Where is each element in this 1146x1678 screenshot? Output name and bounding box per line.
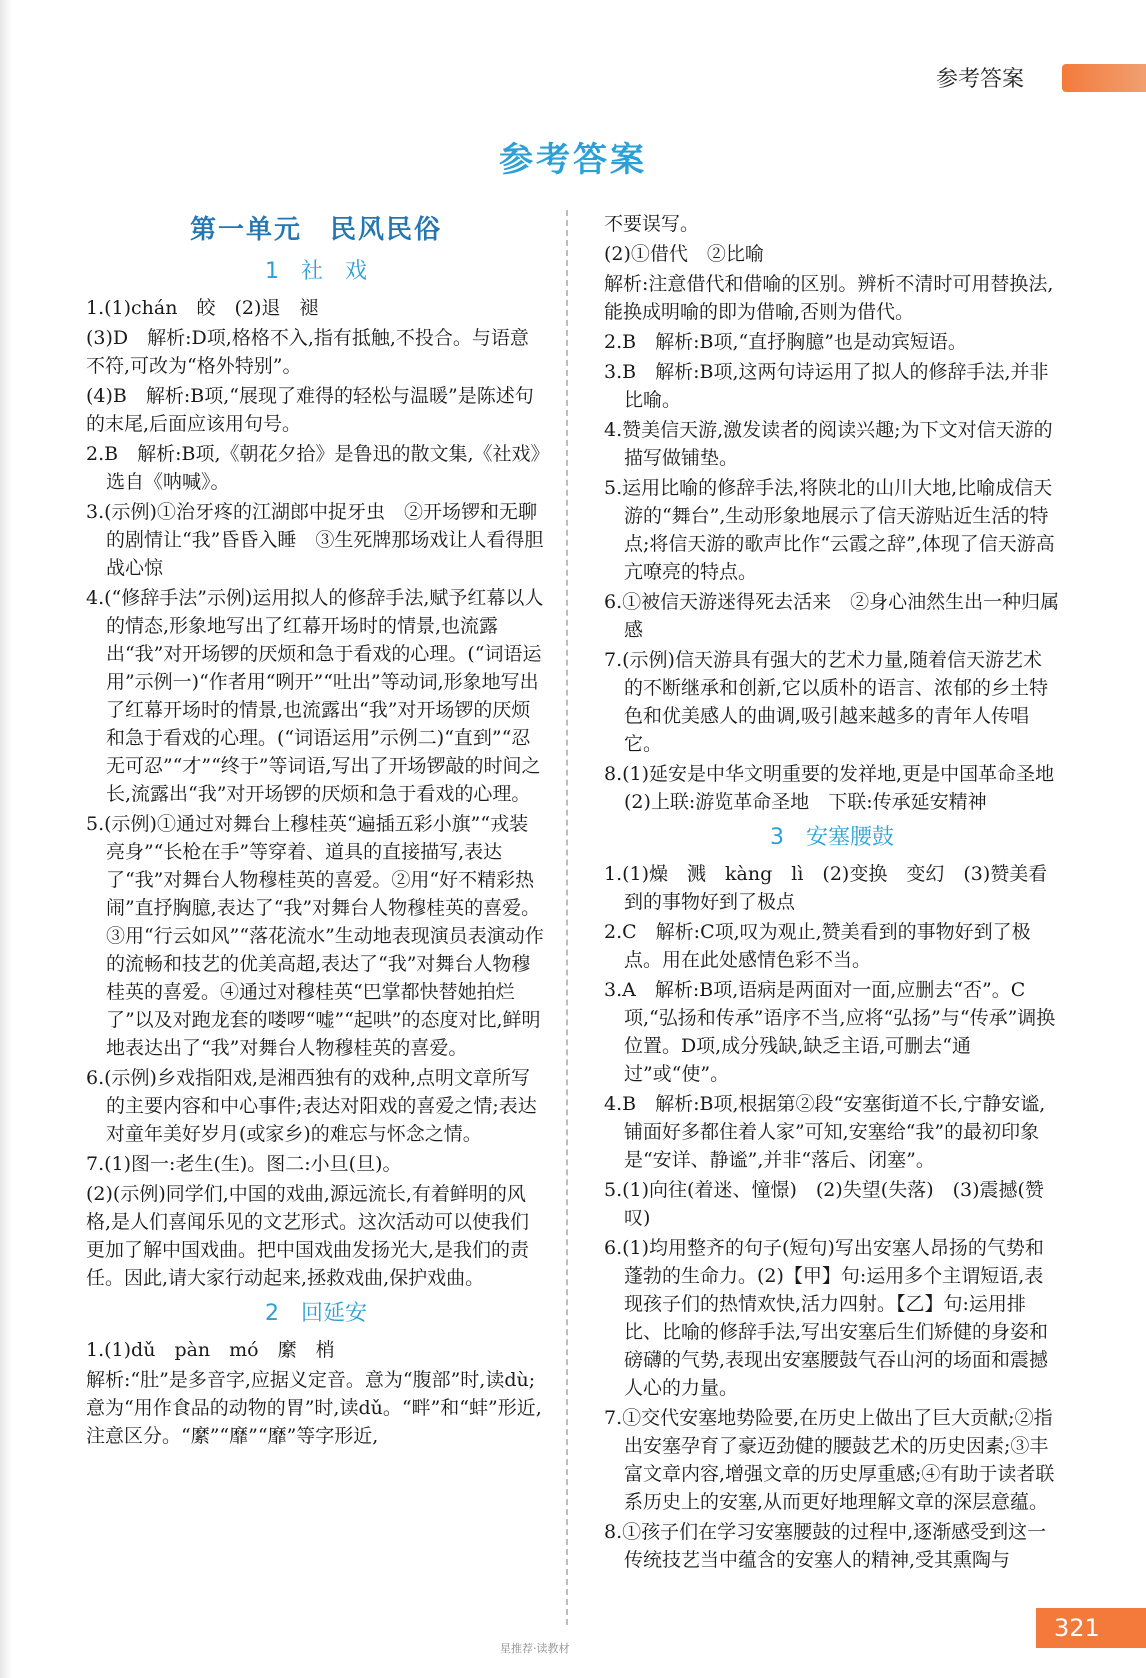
answer-item: 3.(示例)①治牙疼的江湖郎中捉牙虫 ②开场锣和无聊的剧情让“我”昏昏入睡 ③生死牌那场戏让人看得胆战心惊 (86, 501, 544, 579)
answer-item: 5.运用比喻的修辞手法,将陕北的山川大地,比喻成信天游的“舞台”,生动形象地展示了信天游贴近生活的特点;将信天游的歌声比作“云霞之辞”,体现了信天游高亢嘹亮的特点。 (604, 477, 1055, 583)
header-label: 参考答案 (936, 67, 1025, 92)
section-title: 3 安塞腰鼓 (770, 825, 894, 850)
answer-item: (2)①借代 ②比喻 (604, 243, 764, 265)
answer-item: 4.B 解析:B项,根据第②段“安塞街道不长,宁静安谧,铺面好多都住着人家”可知,安塞给“我”的最初印象是“安详、静谧”,并非“落后、闭塞”。 (604, 1093, 1046, 1171)
answer-item: 1.(1)chán 皎 (2)退 褪 (86, 297, 319, 319)
answer-item: 2.B 解析:B项,《朝花夕拾》是鲁迅的散文集,《社戏》选自《呐喊》。 (86, 443, 541, 493)
answer-item: 7.(1)图一:老生(生)。图二:小旦(旦)。 (86, 1153, 402, 1175)
answer-item: (3)D 解析:D项,格格不入,指有抵触,不投合。与语意不符,可改为“格外特别”。 (86, 327, 529, 377)
left-column (86, 210, 546, 1452)
answer-item: 4.赞美信天游,激发读者的阅读兴趣;为下文对信天游的描写做铺垫。 (604, 419, 1053, 469)
header-accent-bar (1062, 64, 1146, 92)
column-divider (566, 210, 568, 1625)
footer-brand: 星推荐·读教材 (500, 1642, 570, 1655)
answer-item: 4.(“修辞手法”示例)运用拟人的修辞手法,赋予红幕以人的情态,形象地写出了红幕开场时的情景,也流露出“我”对开场锣的厌烦和急于看戏的心理。(“词语运用”示例一)“作者用“咧开”“吐出”等动词,形象地写出了红幕开场时的情景,也流露出“我”对开场锣的厌烦和急于看戏的心理。(“词语运用”示例二)“直到”“忍无可忍”“才”“终于”等词语,写出了开场锣敲的时间之长,流露出“我”对开场锣的厌烦和急于看戏的心理。 (86, 587, 544, 805)
answer-item: 2.C 解析:C项,叹为观止,赞美看到的事物好到了极点。用在此处感情色彩不当。 (604, 921, 1031, 971)
answer-item: 5.(1)向往(着迷、憧憬) (2)失望(失落) (3)震撼(赞叹) (604, 1179, 1044, 1229)
answer-item: 3.B 解析:B项,这两句诗运用了拟人的修辞手法,并非比喻。 (604, 361, 1049, 411)
section-title: 2 回延安 (265, 1301, 367, 1326)
right-column (604, 210, 1074, 1576)
answer-item: 8.①孩子们在学习安塞腰鼓的过程中,逐渐感受到这一传统技艺当中蕴含的安塞人的精神,受其熏陶与 (604, 1521, 1047, 1571)
answer-item: 6.(示例)乡戏指阳戏,是湘西独有的戏种,点明文章所写的主要内容和中心事件;表达对阳戏的喜爱之情;表达对童年美好岁月(或家乡)的难忘与怀念之情。 (86, 1067, 537, 1145)
section-title: 1 社 戏 (265, 259, 367, 284)
answer-item: 8.(1)延安是中华文明重要的发祥地,更是中国革命圣地 (2)上联:游览革命圣地 下联:传承延安精神 (604, 763, 1074, 813)
answer-item: 7.①交代安塞地势险要,在历史上做出了巨大贡献;②指出安塞孕育了豪迈劲健的腰鼓艺术的历史因素;③丰富文章内容,增强文章的历史厚重感;④有助于读者联系历史上的安塞,从而更好地理解文章的深层意蕴。 (604, 1407, 1055, 1513)
answer-item: 1.(1)dǔ pàn mó 縻 梢 (86, 1339, 335, 1361)
answer-item: 5.(示例)①通过对舞台上穆桂英“遍插五彩小旗”“戎装亮身”“长枪在手”等穿着、道具的直接描写,表达了“我”对舞台人物穆桂英的喜爱。②用“好不精彩热闹”直抒胸臆,表达了“我”对舞台人物穆桂英的喜爱。③用“行云如风”“落花流水”生动地表现演员表演动作的流畅和技艺的优美高超,表达了“我”对舞台人物穆桂英的喜爱。④通过对穆桂英“巴掌都快替她拍烂了”以及对跑龙套的喽啰“嘘”“起哄”的态度对比,鲜明地表达出了“我”对舞台人物穆桂英的喜爱。 (86, 813, 544, 1059)
answer-item: 1.(1)燥 溅 kàng lì (2)变换 变幻 (3)赞美看到的事物好到了极点 (604, 863, 1048, 913)
answer-item: 7.(示例)信天游具有强大的艺术力量,随着信天游艺术的不断继承和创新,它以质朴的语言、浓郁的乡土特色和优美感人的曲调,吸引越来越多的青年人传唱它。 (604, 649, 1048, 755)
answer-item: (4)B 解析:B项,“展现了难得的轻松与温暖”是陈述句的末尾,后面应该用句号。 (86, 385, 534, 435)
answer-item: 6.①被信天游迷得死去活来 ②身心油然生出一种归属感 (604, 591, 1060, 641)
answer-item: 解析:“肚”是多音字,应据义定音。意为“腹部”时,读dù;意为“用作食品的动物的胃”时,读dǔ。“畔”和“蚌”形近,注意区分。“縻”“靡”“靡”等字形近, (86, 1369, 542, 1447)
answer-item: 解析:注意借代和借喻的区别。辨析不清时可用替换法,能换成明喻的即为借喻,否则为借代。 (604, 273, 1054, 323)
page-title: 参考答案 (499, 140, 647, 180)
answer-item: 不要误写。 (604, 213, 700, 235)
answer-item: (2)(示例)同学们,中国的戏曲,源远流长,有着鲜明的风格,是人们喜闻乐见的文艺形式。这次活动可以使我们更加了解中国戏曲。把中国戏曲发扬光大,是我们的责任。因此,请大家行动起来,拯救戏曲,保护戏曲。 (86, 1183, 530, 1289)
unit-title: 第一单元 民风民俗 (189, 215, 442, 245)
answer-item: 2.B 解析:B项,“直抒胸臆”也是动宾短语。 (604, 331, 967, 353)
answer-item: 3.A 解析:B项,语病是两面对一面,应删去“否”。C项,“弘扬和传承”语序不当,应将“弘扬”与“传承”调换位置。D项,成分残缺,缺乏主语,可删去“通过”或“使”。 (604, 979, 1056, 1085)
answer-item: 6.(1)均用整齐的句子(短句)写出安塞人昂扬的气势和蓬勃的生命力。(2)【甲】句:运用多个主谓短语,表现孩子们的热情欢快,活力四射。【乙】句:运用排比、比喻的修辞手法,写出安塞后生们矫健的身姿和磅礴的气势,表现出安塞腰鼓气吞山河的场面和震撼人心的力量。 (604, 1237, 1048, 1399)
page-number: 321 (1036, 1608, 1146, 1648)
page-edge-shadow (0, 0, 12, 1678)
